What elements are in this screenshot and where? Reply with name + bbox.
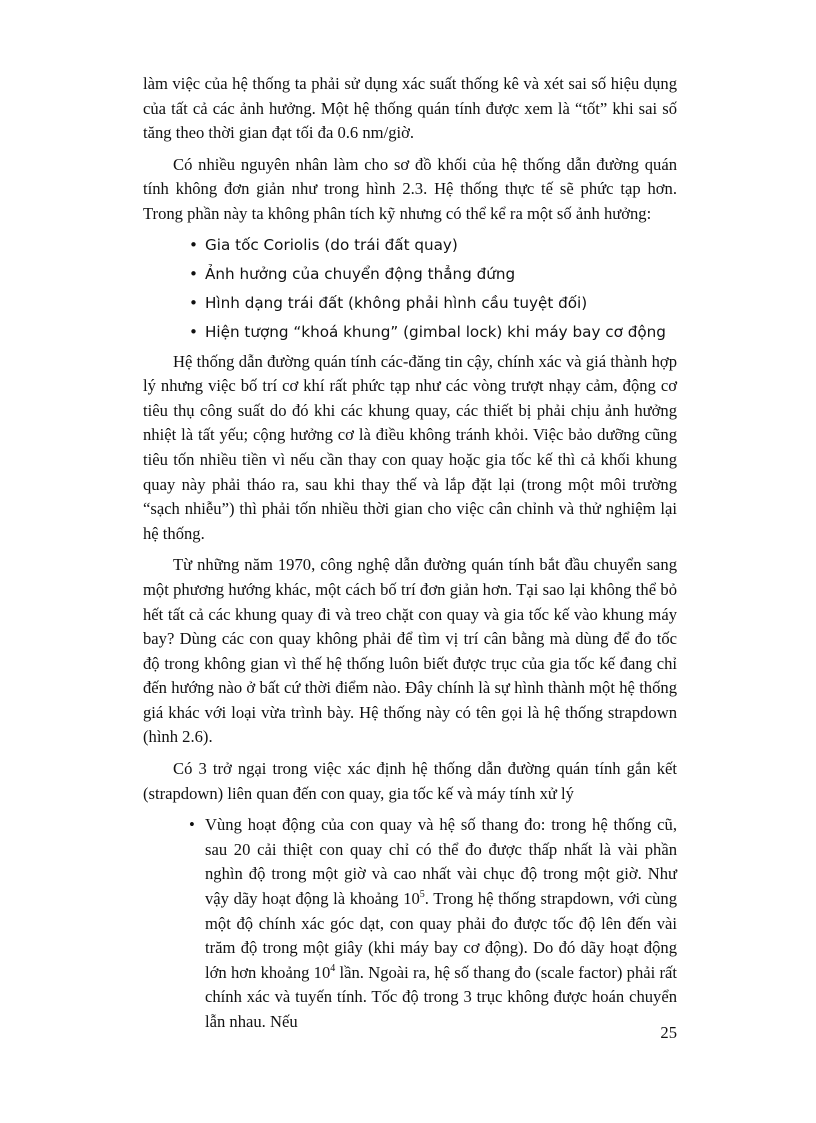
list-item-text: Hình dạng trái đất (không phải hình cầu tuyệt đối) bbox=[205, 293, 588, 312]
list-item-text-part1: Vùng hoạt động của con quay và hệ số thang đo: trong hệ thống cũ, sau 20 cải thiệt con quay chỉ có thể đo được thấp nhất là vài phần nghìn độ trong một giờ và cao nhất vài chục độ trong một giờ. Như vậy dãy hoạt động là khoảng 10 bbox=[205, 815, 677, 909]
list-item bbox=[143, 292, 677, 315]
influence-list bbox=[143, 234, 677, 344]
bullet-icon: • bbox=[189, 264, 198, 283]
list-item-text: Gia tốc Coriolis (do trái đất quay) bbox=[205, 235, 458, 254]
list-item-text: Hiện tượng “khoá khung” (gimbal lock) khi máy bay cơ động bbox=[205, 322, 666, 341]
bullet-icon: • bbox=[189, 815, 195, 835]
paragraph-1: làm việc của hệ thống ta phải sử dụng xác suất thống kê và xét sai số hiệu dụng của tất cả các ảnh hưởng. Một hệ thống quán tính được xem là “tốt” khi sai số tăng theo thời gian đạt tối đa 0.6 nm/giờ. bbox=[143, 74, 677, 143]
superscript-exponent: 4 bbox=[330, 962, 336, 974]
paragraph-3: Hệ thống dẫn đường quán tính các-đăng tin cậy, chính xác và giá thành hợp lý nhưng việc bố trí cơ khí rất phức tạp như các vòng trượt nhạy cảm, động cơ tiêu thụ công suất do đó khi các khung quay, các thiết bị phải chịu ảnh hưởng nhiệt là tất yếu; cộng hưởng cơ là điều không tránh khỏi. Việc bảo dưỡng cũng tiêu tốn nhiều tiền vì nếu cần thay con quay hoặc gia tốc kế thì cả khối khung quay này phải tháo ra, sau khi thay thế và lắp đặt lại (trong một môi trường “sạch nhiễu”) thì phải tốn nhiều thời gian cho việc cân chỉnh và thử nghiệm lại hệ thống. bbox=[143, 351, 677, 543]
bullet-icon: • bbox=[189, 235, 198, 254]
obstacle-list bbox=[143, 813, 677, 1034]
list-item-text-part2: . Trong hệ thống strapdown, với cùng một độ chính xác góc dạt, con quay phải đo được tốc độ lên đến vài trăm độ trong một giây (khi máy bay cơ động). Do đó dãy hoạt động lớn hơn khoảng 10 bbox=[205, 889, 677, 982]
list-item-text: Ảnh hưởng của chuyển động thẳng đứng bbox=[205, 264, 516, 283]
list-item bbox=[143, 321, 677, 344]
list-item-text-part3: lần. Ngoài ra, hệ số thang đo (scale factor) phải rất chính xác và tuyến tính. Tốc độ trong 3 trục không được hoán chuyển lẫn nhau. Nếu bbox=[205, 962, 677, 1031]
list-item bbox=[143, 813, 677, 1034]
paragraph-5: Có 3 trở ngại trong việc xác định hệ thống dẫn đường quán tính gắn kết (strapdown) liên quan đến con quay, gia tốc kế và máy tính xử lý bbox=[143, 759, 677, 803]
paragraph-2: Có nhiều nguyên nhân làm cho sơ đồ khối của hệ thống dẫn đường quán tính không đơn giản như trong hình 2.3. Hệ thống thực tế sẽ phức tạp hơn. Trong phần này ta không phân tích kỹ nhưng có thể kể ra một số ảnh hưởng: bbox=[143, 154, 677, 223]
list-item bbox=[143, 263, 677, 286]
list-item bbox=[143, 234, 677, 257]
bullet-icon: • bbox=[189, 322, 198, 341]
page-number: 25 bbox=[660, 1023, 677, 1042]
page-body bbox=[143, 72, 677, 1035]
superscript-exponent: 5 bbox=[419, 889, 425, 901]
bullet-icon: • bbox=[189, 293, 198, 312]
paragraph-4: Từ những năm 1970, công nghệ dẫn đường quán tính bắt đầu chuyển sang một phương hướng khác, một cách bố trí đơn giản hơn. Tại sao lại không thể bỏ hết tất cả các khung quay đi và treo chặt con quay và gia tốc kế vào khung máy bay? Dùng các con quay không phải để tìm vị trí cân bằng mà dùng để đo tốc độ trong không gian vì thế hệ thống luôn biết được trục của gia tốc kế đang chỉ đến hướng nào ở bất cứ thời điểm nào. Đây chính là sự hình thành một hệ thống giá khác với loại vừa trình bày. Hệ thống này có tên gọi là hệ thống strapdown (hình 2.6). bbox=[143, 555, 677, 747]
